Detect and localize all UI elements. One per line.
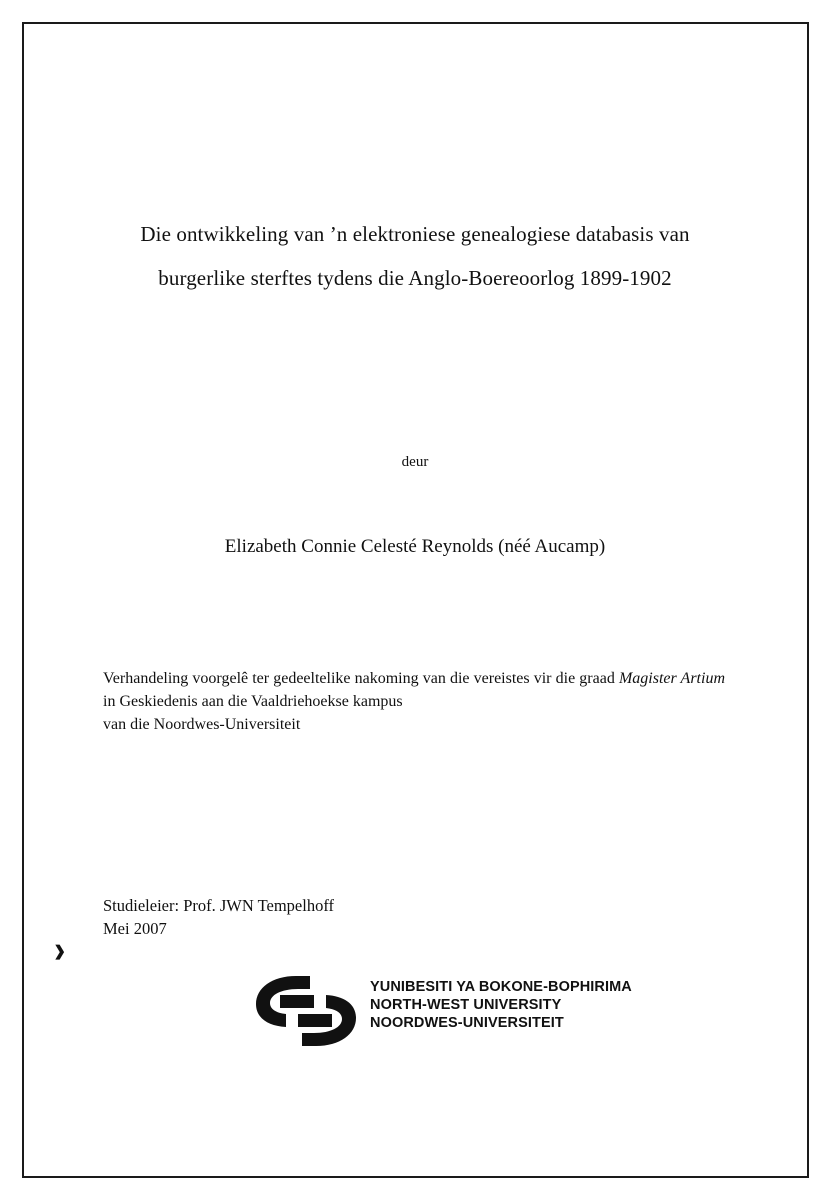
title-line-2: burgerlike sterftes tydens die Anglo-Boereoorlog 1899-1902 (158, 266, 672, 290)
title-line-1: Die ontwikkeling van ’n elektroniese genealogiese databasis van (140, 222, 690, 246)
logo-line-2: NORTH-WEST UNIVERSITY (370, 997, 562, 1013)
by-label: deur (401, 454, 429, 470)
statement-part-3: van die Noordwes-Universiteit (103, 716, 301, 733)
page-title (100, 212, 730, 300)
author-name: Elizabeth Connie Celesté Reynolds (néé Aucamp) (224, 536, 606, 557)
degree-statement (103, 667, 725, 736)
date-pen-mark: ❱ (52, 944, 68, 960)
date-line (52, 917, 603, 963)
logo-text-block (370, 978, 632, 1032)
degree-name: Magister Artium (618, 670, 726, 687)
date-text: Mei 2007 (103, 919, 167, 938)
statement-part-1: Verhandeling voorgelê ter gedeeltelike nakoming van die vereistes vir die graad (103, 670, 619, 687)
supervisor-line: Studieleier: Prof. JWN Tempelhoff (103, 896, 335, 915)
logo-line-1: YUNIBESITI YA BOKONE-BOPHIRIMA (370, 979, 632, 995)
supervisor-block (52, 894, 603, 963)
university-logo (250, 972, 670, 1052)
logo-line-3: NOORDWES-UNIVERSITEIT (370, 1015, 564, 1031)
nwu-logo-mark-icon (250, 974, 362, 1048)
statement-part-2: in Geskiedenis aan die Vaaldriehoekse kampus (103, 693, 403, 710)
page-content (52, 22, 730, 1178)
